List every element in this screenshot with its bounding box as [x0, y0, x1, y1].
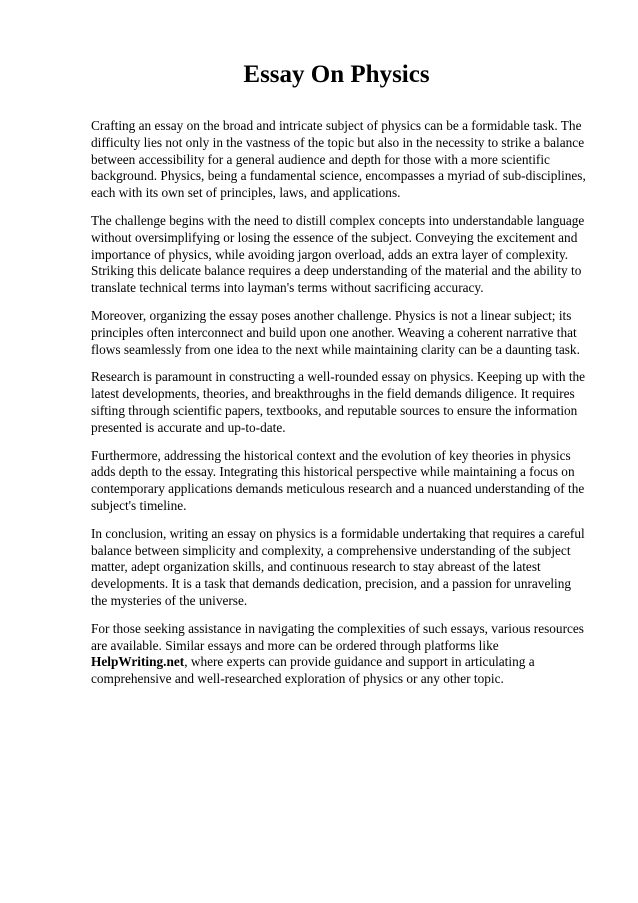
helpwriting-link[interactable]: HelpWriting.net [91, 654, 185, 670]
paragraph-5: Furthermore, addressing the historical context and the evolution of key theories in physics adds depth to the essay. Integrating this historical perspective while maintaining a focus on contemporary applications demands meticulous research and a nuanced understanding of the subject's timeline. [91, 447, 585, 513]
page-title: Essay On Physics [243, 61, 430, 88]
paragraph-3: Moreover, organizing the essay poses another challenge. Physics is not a linear subject; its principles often interconnect and build upon one another. Weaving a coherent narrative that flows seamlessly from one idea to the next while maintaining clarity can be a daunting task. [91, 307, 580, 357]
paragraph-7 [91, 621, 588, 688]
paragraph-7-before-link: For those seeking assistance in navigating the complexities of such essays, various resources are available. Similar essays and more can be ordered through platforms like [91, 620, 584, 653]
paragraph-7-after-link: , where experts can provide guidance and support in articulating a comprehensive and well-researched exploration of physics or any other topic. [91, 654, 535, 687]
paragraph-2: The challenge begins with the need to distill complex concepts into understandable language without oversimplifying or losing the essence of the subject. Conveying the excitement and importance of physics, while avoiding jargon overload, adds an extra layer of complexity. Striking this delicate balance requires a deep understanding of the material and the ability to translate technical terms into layman's terms without sacrificing accuracy. [91, 212, 585, 296]
paragraph-1: Crafting an essay on the broad and intricate subject of physics can be a formidable task. The difficulty lies not only in the vastness of the topic but also in the necessity to strike a balance between accessibility for a general audience and depth for those with a more scientific background. Physics, being a fundamental science, encompasses a myriad of sub-disciplines, each with its own set of principles, laws, and applications. [91, 118, 586, 201]
paragraph-6: In conclusion, writing an essay on physics is a formidable undertaking that requires a careful balance between simplicity and complexity, a comprehensive understanding of the subject matter, adept organization skills, and continuous research to stay abreast of the latest developments. It is a task that demands dedication, precision, and a passion for unraveling the mysteries of the universe. [91, 525, 585, 608]
paragraph-4: Research is paramount in constructing a well-rounded essay on physics. Keeping up with the latest developments, theories, and breakthroughs in the field demands diligence. It requires sifting through scientific papers, textbooks, and reputable sources to ensure the information presented is accurate and up-to-date. [91, 369, 586, 435]
